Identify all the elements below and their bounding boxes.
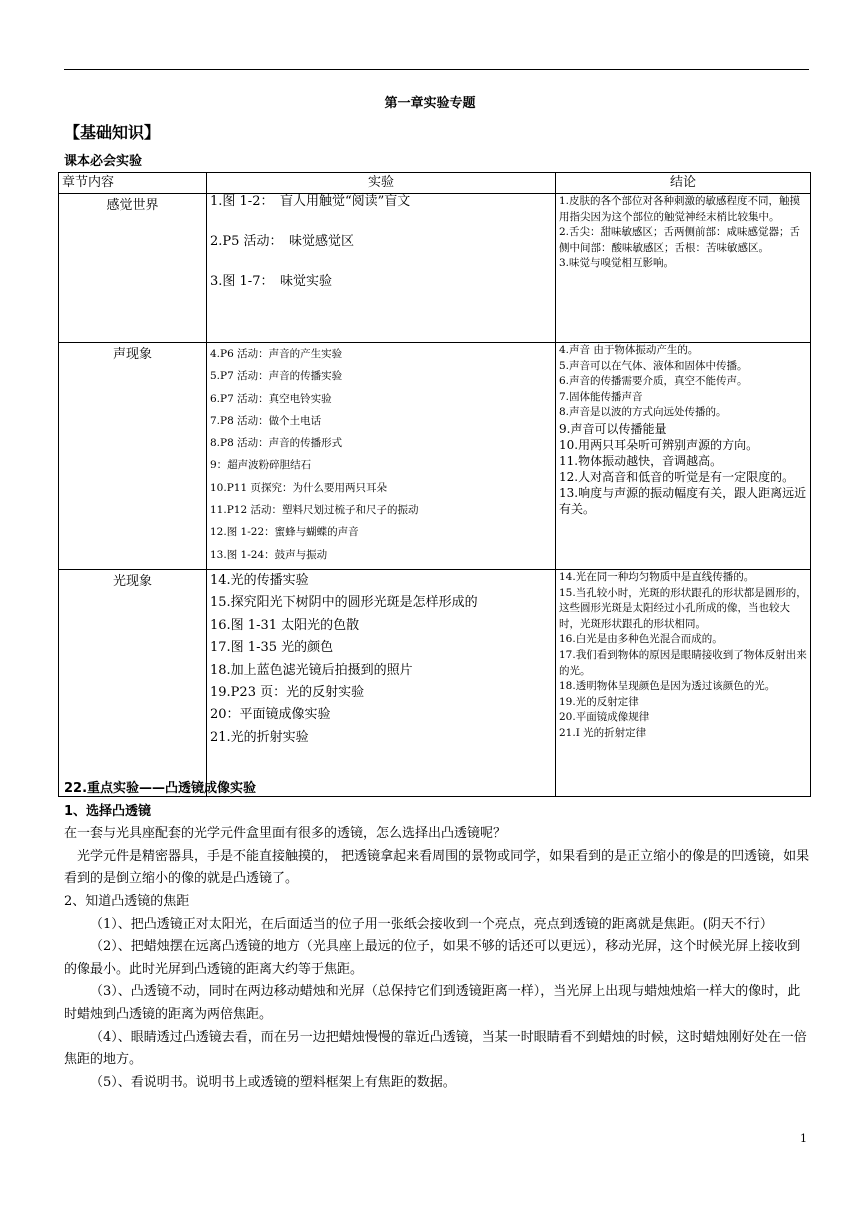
experiment-item: 14.光的传播实验 bbox=[210, 573, 309, 588]
experiment-item: 18.加上蓝色滤光镜后拍摄到的照片 bbox=[210, 662, 413, 678]
conclusion-item: 15.当孔较小时，光斑的形状跟孔的形状都是圆形的，这些圆形光斑是太阳经过小孔所成的像，当也较大时，光斑形状跟孔的形状相同。 bbox=[559, 586, 807, 630]
conclusions-cell bbox=[556, 343, 811, 570]
conclusion-item: 11.物体振动越快，音调越高。 bbox=[559, 453, 723, 468]
conclusions-cell bbox=[556, 194, 811, 343]
chapter-cell: 感觉世界 bbox=[59, 194, 207, 343]
body-text bbox=[64, 778, 812, 1094]
conclusion-item: 2.舌尖：甜味敏感区；舌两侧前部：咸味感觉器；舌侧中间部：酸味敏感区；舌根：苦味敏感区。 bbox=[559, 226, 801, 254]
experiment-item: 3.图 1-7： 味觉实验 bbox=[210, 274, 332, 289]
conclusion-item: 13.响度与声源的振动幅度有关，跟人距离远近有关。 bbox=[559, 485, 807, 516]
paragraph: （1）、把凸透镜正对太阳光，在后面适当的位子用一张纸会接收到一个亮点，亮点到透镜的距离就是焦距。(阴天不行） bbox=[90, 916, 773, 932]
conclusions-cell bbox=[556, 570, 811, 797]
paragraph: （5）、看说明书。说明书上或透镜的塑料框架上有焦距的数据。 bbox=[90, 1074, 456, 1090]
experiment-item: 17.图 1-35 光的颜色 bbox=[210, 640, 334, 656]
conclusion-item: 7.固体能传播声音 bbox=[559, 390, 643, 403]
conclusion-item: 17.我们看到物体的原因是眼睛接收到了物体反射出来的光。 bbox=[559, 648, 807, 677]
experiment-item: 13.图 1-24：鼓声与振动 bbox=[210, 548, 328, 561]
experiments-cell bbox=[207, 194, 556, 343]
experiment-item: 16.图 1-31 太阳光的色散 bbox=[210, 617, 360, 633]
experiment-item: 12.图 1-22：蜜蜂与蝴蝶的声音 bbox=[210, 526, 359, 539]
header-chapter: 章节内容 bbox=[59, 173, 207, 194]
paragraph: （4）、眼睛透过凸透镜去看，而在另一边把蜡烛慢慢的靠近凸透镜，当某一时眼睛看不到蜡烛的时候，这时蜡烛刚好处在一倍焦距的地方。 bbox=[64, 1029, 807, 1068]
conclusion-item: 1.皮肤的各个部位对各种刺激的敏感程度不同，触摸用指尖因为这个部位的触觉神经末梢比较集中。 bbox=[559, 195, 801, 223]
experiment-item: 11.P12 活动：塑料尺划过梳子和尺子的振动 bbox=[210, 504, 419, 517]
conclusion-item: 9.声音可以传播能量 bbox=[559, 421, 667, 436]
section-2-title: 2、知道凸透镜的焦距 bbox=[64, 893, 190, 909]
experiment-item: 19.P23 页：光的反射实验 bbox=[210, 685, 365, 701]
paragraph: 在一套与光具座配套的光学元件盒里面有很多的透镜，怎么选择出凸透镜呢？ bbox=[64, 826, 507, 842]
experiment-item: 7.P8 活动：做个土电话 bbox=[210, 414, 322, 427]
experiment-item: 9：超声波粉碎胆结石 bbox=[210, 459, 312, 472]
conclusion-item: 18.透明物体呈现颜色是因为透过该颜色的光。 bbox=[559, 680, 776, 693]
conclusion-item: 3.味觉与嗅觉相互影响。 bbox=[559, 257, 675, 269]
table-header-row bbox=[59, 173, 811, 194]
paragraph: （2）、把蜡烛摆在远离凸透镜的地方（光具座上最远的位子，如果不够的话还可以更远），移动光屏，这个时候光屏上接收到的像最小。此时光屏到凸透镜的距离大约等于焦距。 bbox=[64, 939, 801, 977]
table-row bbox=[59, 343, 811, 570]
experiment-item: 8.P8 活动：声音的传播形式 bbox=[210, 437, 343, 450]
conclusion-item: 16.白光是由多种色光混合而成的。 bbox=[559, 633, 723, 646]
chapter-cell: 光现象 bbox=[59, 570, 207, 797]
paragraph: （3）、凸透镜不动，同时在两边移动蜡烛和光屏（总保持它们到透镜距离一样），当光屏上出现与蜡烛烛焰一样大的像时，此时蜡烛到凸透镜的距离为两倍焦距。 bbox=[64, 984, 801, 1022]
experiment-item: 10.P11 页探究：为什么要用两只耳朵 bbox=[210, 481, 387, 494]
conclusion-item: 10.用两只耳朵听可辨别声源的方向。 bbox=[559, 437, 759, 452]
section-heading: 【基础知识】 bbox=[64, 123, 161, 142]
conclusion-item: 19.光的反射定律 bbox=[559, 695, 639, 708]
table-row bbox=[59, 570, 811, 797]
conclusion-item: 21.I 光的折射定律 bbox=[559, 726, 647, 739]
experiments-cell bbox=[207, 343, 556, 570]
experiment-table bbox=[58, 172, 811, 797]
paragraph: 光学元件是精密器具，手是不能直接触摸的， 把透镜拿起来看周围的景物或同学，如果看到的是正立缩小的像是的凹透镜，如果看到的是倒立缩小的像的就是凸透镜了。 bbox=[64, 848, 810, 887]
experiment-item: 6.P7 活动：真空电铃实验 bbox=[210, 392, 332, 405]
header-experiment: 实验 bbox=[207, 173, 556, 194]
conclusion-item: 6.声音的传播需要介质，真空不能传声。 bbox=[559, 375, 748, 388]
experiment-item: 15.探究阳光下树阴中的圆形光斑是怎样形成的 bbox=[210, 595, 478, 611]
conclusion-item: 8.声音是以波的方式向远处传播的。 bbox=[559, 406, 727, 419]
experiment-item: 5.P7 活动：声音的传播实验 bbox=[210, 370, 343, 383]
experiment-item: 21.光的折射实验 bbox=[210, 729, 309, 745]
experiment-item: 1.图 1-2： 盲人用触觉“阅读”盲文 bbox=[210, 194, 411, 209]
conclusion-item: 20.平面镜成像规律 bbox=[559, 711, 650, 724]
experiments-cell bbox=[207, 570, 556, 797]
experiment-item: 4.P6 活动：声音的产生实验 bbox=[210, 348, 343, 360]
conclusion-item: 4.声音 由于物体振动产生的。 bbox=[559, 344, 699, 356]
section-1-title: 1、选择凸透镜 bbox=[64, 803, 152, 819]
conclusion-item: 5.声音可以在气体、液体和固体中传播。 bbox=[559, 359, 748, 372]
header-conclusion: 结论 bbox=[556, 173, 811, 194]
experiment-item: 20：平面镜成像实验 bbox=[210, 707, 331, 723]
table-row bbox=[59, 194, 811, 343]
document-title: 第一章实验专题 bbox=[384, 96, 476, 111]
experiment-item: 2.P5 活动： 味觉感觉区 bbox=[210, 234, 355, 249]
chapter-cell: 声现象 bbox=[59, 343, 207, 570]
table-caption: 课本必会实验 bbox=[64, 154, 143, 169]
header-rule bbox=[64, 69, 809, 70]
page-number: 1 bbox=[800, 1132, 807, 1145]
conclusion-item: 12.人对高音和低音的听觉是有一定限度的。 bbox=[559, 469, 795, 484]
conclusion-item: 14.光在同一种均匀物质中是直线传播的。 bbox=[559, 571, 755, 583]
experiment-22-heading: 22.重点实验——凸透镜成像实验 bbox=[64, 781, 257, 796]
